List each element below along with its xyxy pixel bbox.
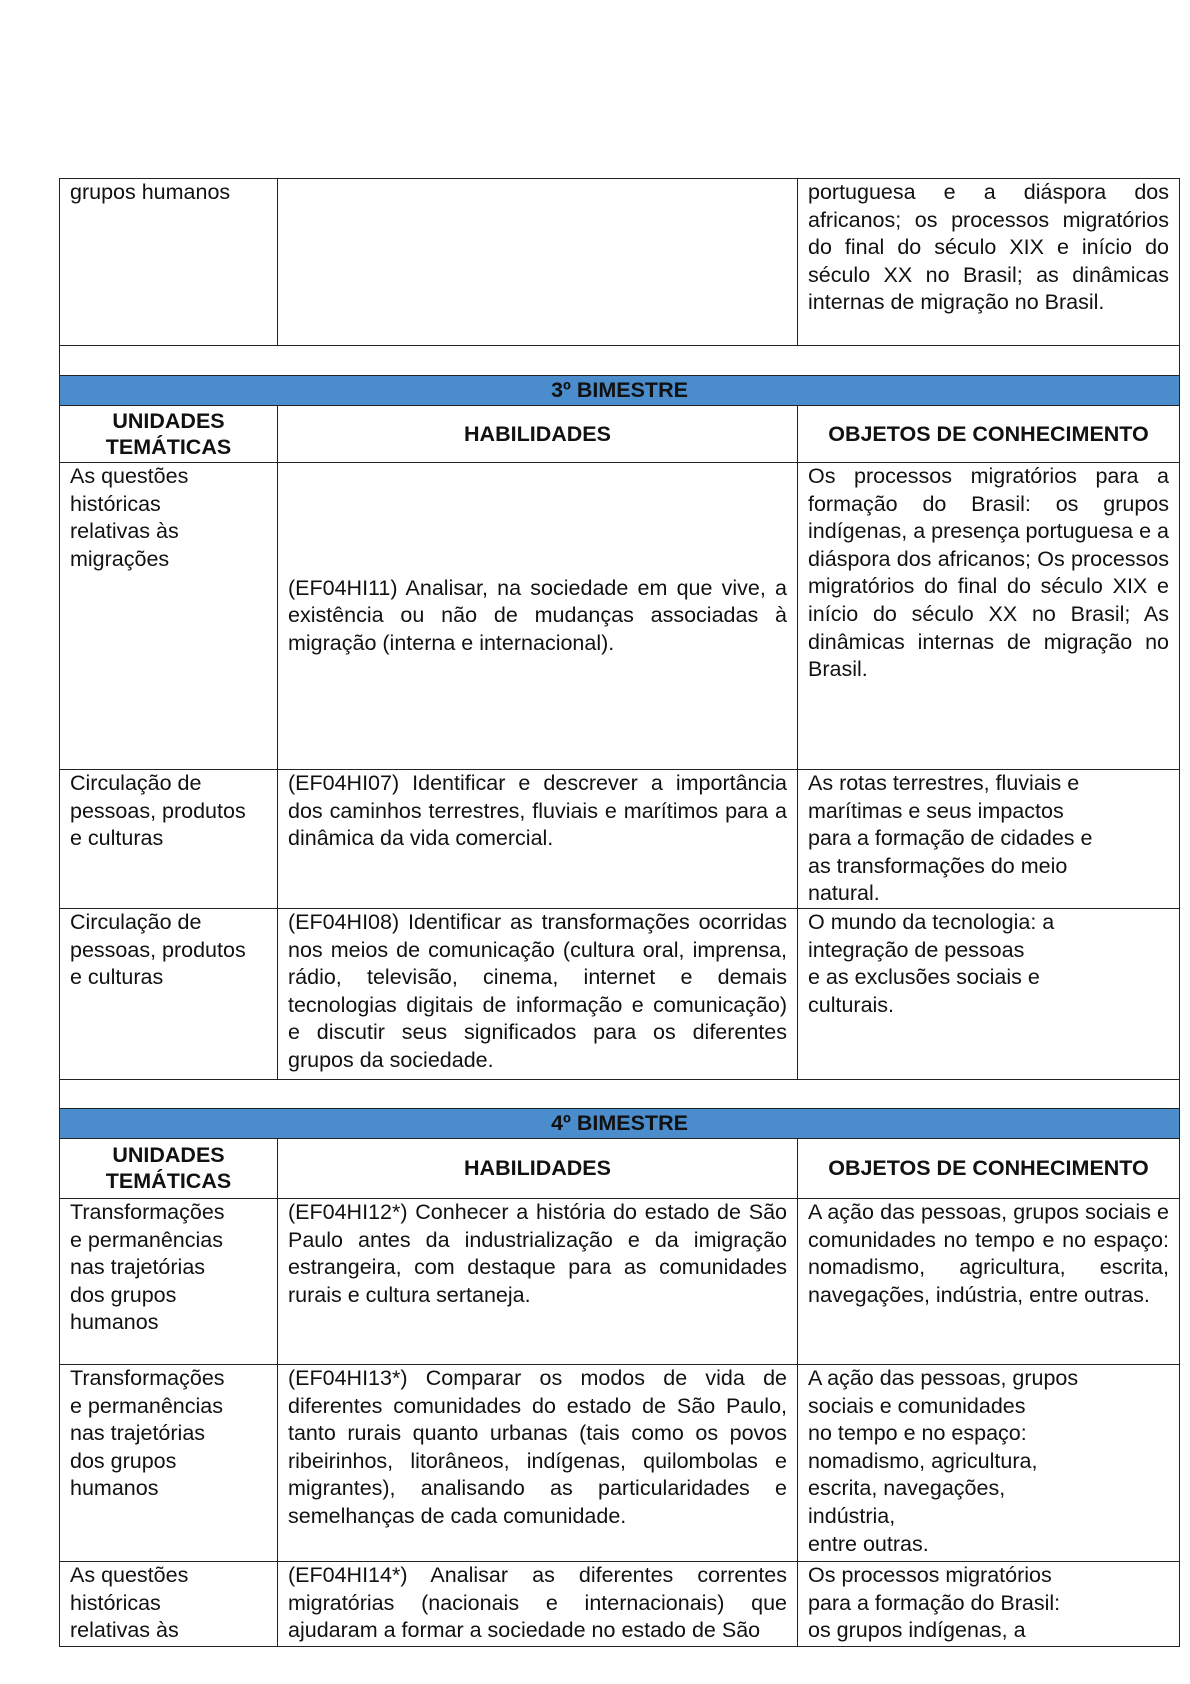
section-title: 4º BIMESTRE [60,1108,1180,1138]
table-row [60,1561,1180,1646]
skill-cell: (EF04HI13*) Comparar os modos de vida de diferentes comunidades do estado de São Paulo, tanto rurais quanto urbanas (tais como os povos ribeirinhos, litorâneos, indígenas, quilombolas e migrantes), analisando as particularidades e semelhanças de cada comunidade. [278,1364,798,1561]
table-row [60,1364,1180,1561]
skill-cell: (EF04HI07) Identificar e descrever a importância dos caminhos terrestres, fluviais e marítimos para a dinâmica da vida comercial. [278,770,798,909]
object-cell: A ação das pessoas, grupos sociais e comunidades no tempo e no espaço: nomadismo, agricultura, escrita, navegações, indústria, entre outras. [798,1364,1180,1561]
header-row [60,1138,1180,1198]
unit-cell: Transformações e permanências nas trajetórias dos grupos humanos [60,1198,278,1364]
header-unidades: UNIDADES TEMÁTICAS [60,1138,278,1198]
unit-cell: Circulação de pessoas, produtos e culturas [60,908,278,1079]
skill-cell: (EF04HI12*) Conhecer a história do estado de São Paulo antes da industrialização e da imigração estrangeira, com destaque para as comunidades rurais e cultura sertaneja. [278,1198,798,1364]
header-objetos: OBJETOS DE CONHECIMENTO [798,1138,1180,1198]
header-row [60,406,1180,463]
unit-cell: grupos humanos [60,179,278,346]
object-cell: As rotas terrestres, fluviais e marítimas e seus impactos para a formação de cidades e as transformações do meio natural. [798,770,1180,909]
spacer-row [60,346,1180,376]
table-row [60,463,1180,770]
table-row [60,908,1180,1079]
unit-cell: As questões históricas relativas às [60,1561,278,1646]
section-band [60,1108,1180,1138]
object-cell: Os processos migratórios para a formação do Brasil: os grupos indígenas, a [798,1561,1180,1646]
header-habilidades: HABILIDADES [278,1138,798,1198]
object-cell: A ação das pessoas, grupos sociais e comunidades no tempo e no espaço: nomadismo, agricultura, escrita, navegações, indústria, entre outras. [798,1198,1180,1364]
section-title: 3º BIMESTRE [60,376,1180,406]
table-row [60,1198,1180,1364]
skill-cell: (EF04HI08) Identificar as transformações ocorridas nos meios de comunicação (cultura oral, imprensa, rádio, televisão, cinema, internet e demais tecnologias digitais de informação e comunicação) e discutir seus significados para os diferentes grupos da sociedade. [278,908,798,1079]
skill-cell [278,179,798,346]
curriculum-table [59,178,1180,1647]
object-cell: O mundo da tecnologia: a integração de pessoas e as exclusões sociais e culturais. [798,908,1180,1079]
unit-cell: Transformações e permanências nas trajetórias dos grupos humanos [60,1364,278,1561]
skill-cell: (EF04HI11) Analisar, na sociedade em que vive, a existência ou não de mudanças associadas à migração (interna e internacional). [278,463,798,770]
header-objetos: OBJETOS DE CONHECIMENTO [798,406,1180,463]
spacer-row [60,1079,1180,1108]
unit-cell: As questões históricas relativas às migrações [60,463,278,770]
object-cell: Os processos migratórios para a formação do Brasil: os grupos indígenas, a presença portuguesa e a diáspora dos africanos; Os processos migratórios do final do século XIX e início do século XX no Brasil; As dinâmicas internas de migração no Brasil. [798,463,1180,770]
table-row [60,770,1180,909]
header-unidades: UNIDADES TEMÁTICAS [60,406,278,463]
section-band [60,376,1180,406]
header-habilidades: HABILIDADES [278,406,798,463]
object-cell: portuguesa e a diáspora dos africanos; os processos migratórios do final do século XIX e início do século XX no Brasil; as dinâmicas internas de migração no Brasil. [798,179,1180,346]
unit-cell: Circulação de pessoas, produtos e culturas [60,770,278,909]
table-row [60,179,1180,346]
skill-cell: (EF04HI14*) Analisar as diferentes correntes migratórias (nacionais e internacionais) que ajudaram a formar a sociedade no estado de São [278,1561,798,1646]
